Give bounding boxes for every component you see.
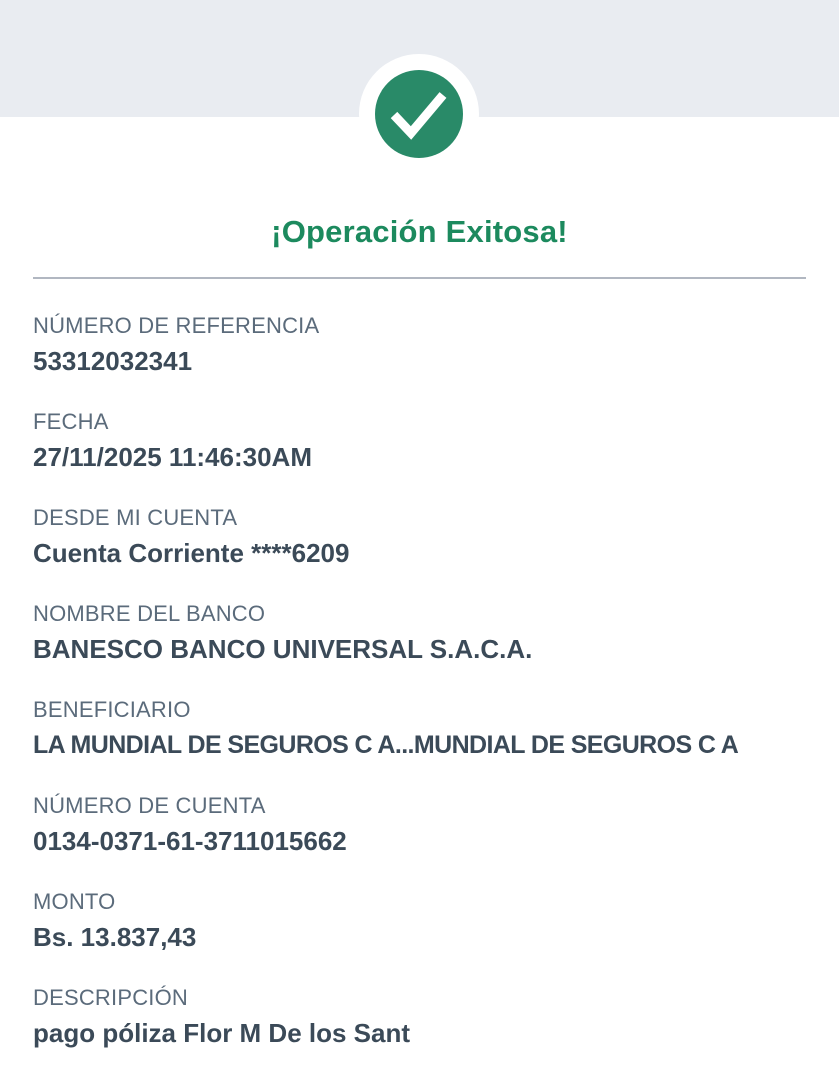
field-from-account [33, 505, 806, 568]
field-value: Cuenta Corriente ****6209 [33, 538, 350, 568]
field-value: 53312032341 [33, 346, 193, 376]
field-amount [33, 889, 806, 952]
field-description [33, 985, 806, 1048]
field-value: 0134-0371-61-3711015662 [33, 826, 347, 856]
receipt-fields [33, 313, 806, 1048]
field-label: DESCRIPCIÓN [33, 985, 188, 1010]
field-value: BANESCO BANCO UNIVERSAL S.A.C.A. [33, 634, 533, 664]
field-label: FECHA [33, 409, 109, 434]
field-beneficiary [33, 697, 806, 760]
success-title: ¡Operación Exitosa! [271, 214, 568, 249]
field-label: DESDE MI CUENTA [33, 505, 238, 530]
field-label: NOMBRE DEL BANCO [33, 601, 266, 626]
field-bank-name [33, 601, 806, 664]
field-account-number [33, 793, 806, 856]
field-label: NÚMERO DE CUENTA [33, 793, 266, 818]
field-value: pago póliza Flor M De los Sant [33, 1018, 411, 1048]
field-value: LA MUNDIAL DE SEGUROS C A...MUNDIAL DE SEGUROS C A [33, 731, 739, 759]
field-reference-number [33, 313, 806, 376]
field-label: BENEFICIARIO [33, 697, 191, 722]
field-value: Bs. 13.837,43 [33, 922, 197, 952]
field-label: MONTO [33, 889, 116, 914]
field-label: NÚMERO DE REFERENCIA [33, 313, 320, 338]
check-icon [375, 70, 463, 158]
receipt-content [0, 213, 839, 1048]
success-badge [359, 54, 479, 174]
divider [33, 277, 806, 279]
field-date [33, 409, 806, 472]
field-value: 27/11/2025 11:46:30AM [33, 442, 312, 472]
